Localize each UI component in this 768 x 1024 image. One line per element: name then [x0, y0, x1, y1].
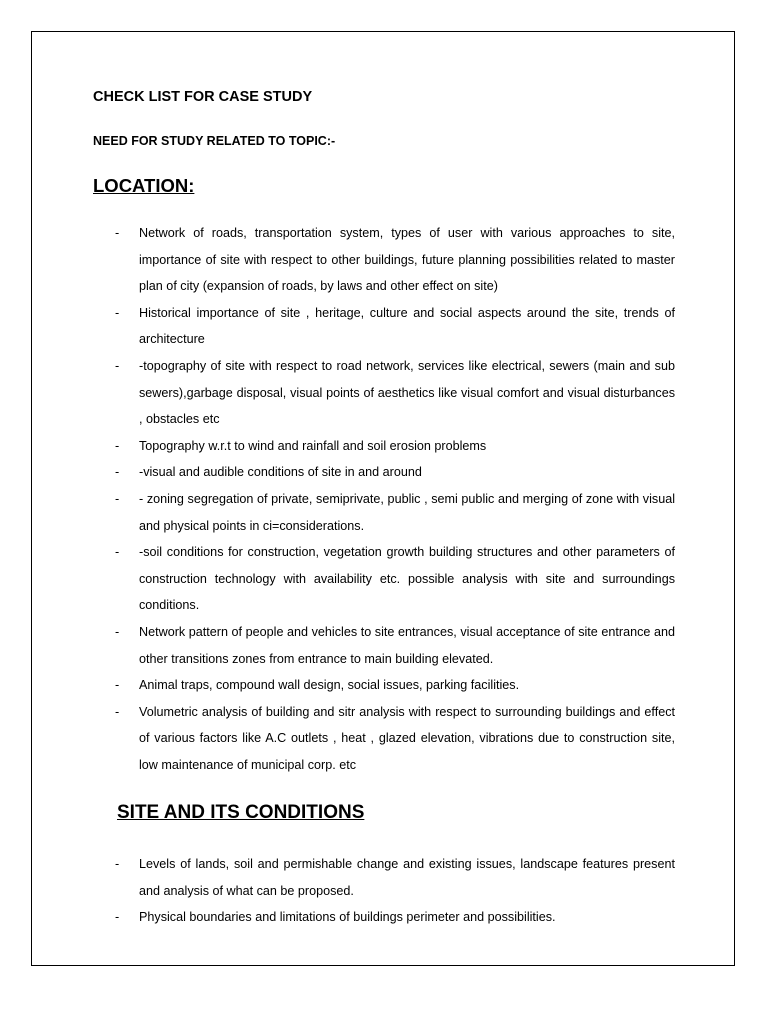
- site-conditions-checklist: [115, 851, 675, 931]
- list-item: [115, 539, 675, 619]
- list-item-text: Network pattern of people and vehicles to site entrances, visual acceptance of site entrance and other transitions zones from entrance to main building elevated.: [139, 624, 675, 666]
- list-item-text: Volumetric analysis of building and sitr analysis with respect to surrounding buildings and effect of various factors like A.C outlets , heat , glazed elevation, vibrations due to construction site, low maintenance of municipal corp. etc: [139, 704, 675, 772]
- bullet-dash: -: [115, 305, 120, 320]
- list-item-text: Levels of lands, soil and permishable change and existing issues, landscape features present and analysis of what can be proposed.: [139, 857, 675, 898]
- list-item-text: Historical importance of site , heritage, culture and social aspects around the site, trends of architecture: [139, 305, 675, 347]
- list-item: [115, 486, 675, 539]
- list-item: [115, 353, 675, 433]
- list-item: [115, 699, 675, 779]
- list-item-text: -visual and audible conditions of site in and around: [139, 465, 422, 480]
- list-item-text: - zoning segregation of private, semiprivate, public , semi public and merging of zone with visual and physical points in ci=considerations.: [139, 491, 675, 533]
- list-item: [115, 619, 675, 672]
- document-title: CHECK LIST FOR CASE STUDY: [93, 89, 313, 105]
- list-item-text: -soil conditions for construction, vegetation growth building structures and other parameters of construction technology with availability etc. possible analysis with site and surroundings conditions.: [139, 545, 675, 613]
- list-item-text: Animal traps, compound wall design, social issues, parking facilities.: [139, 678, 520, 693]
- list-item: [115, 851, 675, 904]
- bullet-dash: -: [115, 358, 120, 373]
- list-item: [115, 672, 675, 699]
- list-item-text: -topography of site with respect to road network, services like electrical, sewers (main and sub sewers),garbage disposal, visual points of aesthetics like visual comfort and visual disturbances , obstacles etc: [139, 358, 675, 427]
- list-item-text: Network of roads, transportation system, types of user with various approaches to site, importance of site with respect to other buildings, future planning possibilities related to master plan of city (expansion of roads, by laws and other effect on site): [139, 226, 675, 294]
- bullet-dash: -: [115, 226, 120, 240]
- list-item-text: Physical boundaries and limitations of buildings perimeter and possibilities.: [139, 910, 556, 925]
- list-item: [115, 300, 675, 353]
- bullet-dash: -: [115, 491, 120, 506]
- list-item: [115, 433, 675, 460]
- bullet-dash: -: [115, 438, 120, 453]
- bullet-dash: -: [115, 465, 120, 480]
- list-item: [115, 904, 675, 931]
- location-checklist: [115, 220, 675, 778]
- bullet-dash: -: [115, 545, 120, 560]
- bullet-dash: -: [115, 704, 120, 719]
- site-conditions-heading: SITE AND ITS CONDITIONS: [117, 802, 365, 823]
- bullet-dash: -: [115, 624, 120, 639]
- bullet-dash: -: [115, 678, 120, 693]
- location-heading: LOCATION:: [93, 175, 195, 196]
- list-item: [115, 220, 675, 300]
- bullet-dash: -: [115, 910, 120, 925]
- list-item-text: Topography w.r.t to wind and rainfall and soil erosion problems: [139, 438, 487, 453]
- list-item: [115, 459, 675, 486]
- bullet-dash: -: [115, 857, 120, 871]
- document-subtitle: NEED FOR STUDY RELATED TO TOPIC:-: [93, 134, 336, 148]
